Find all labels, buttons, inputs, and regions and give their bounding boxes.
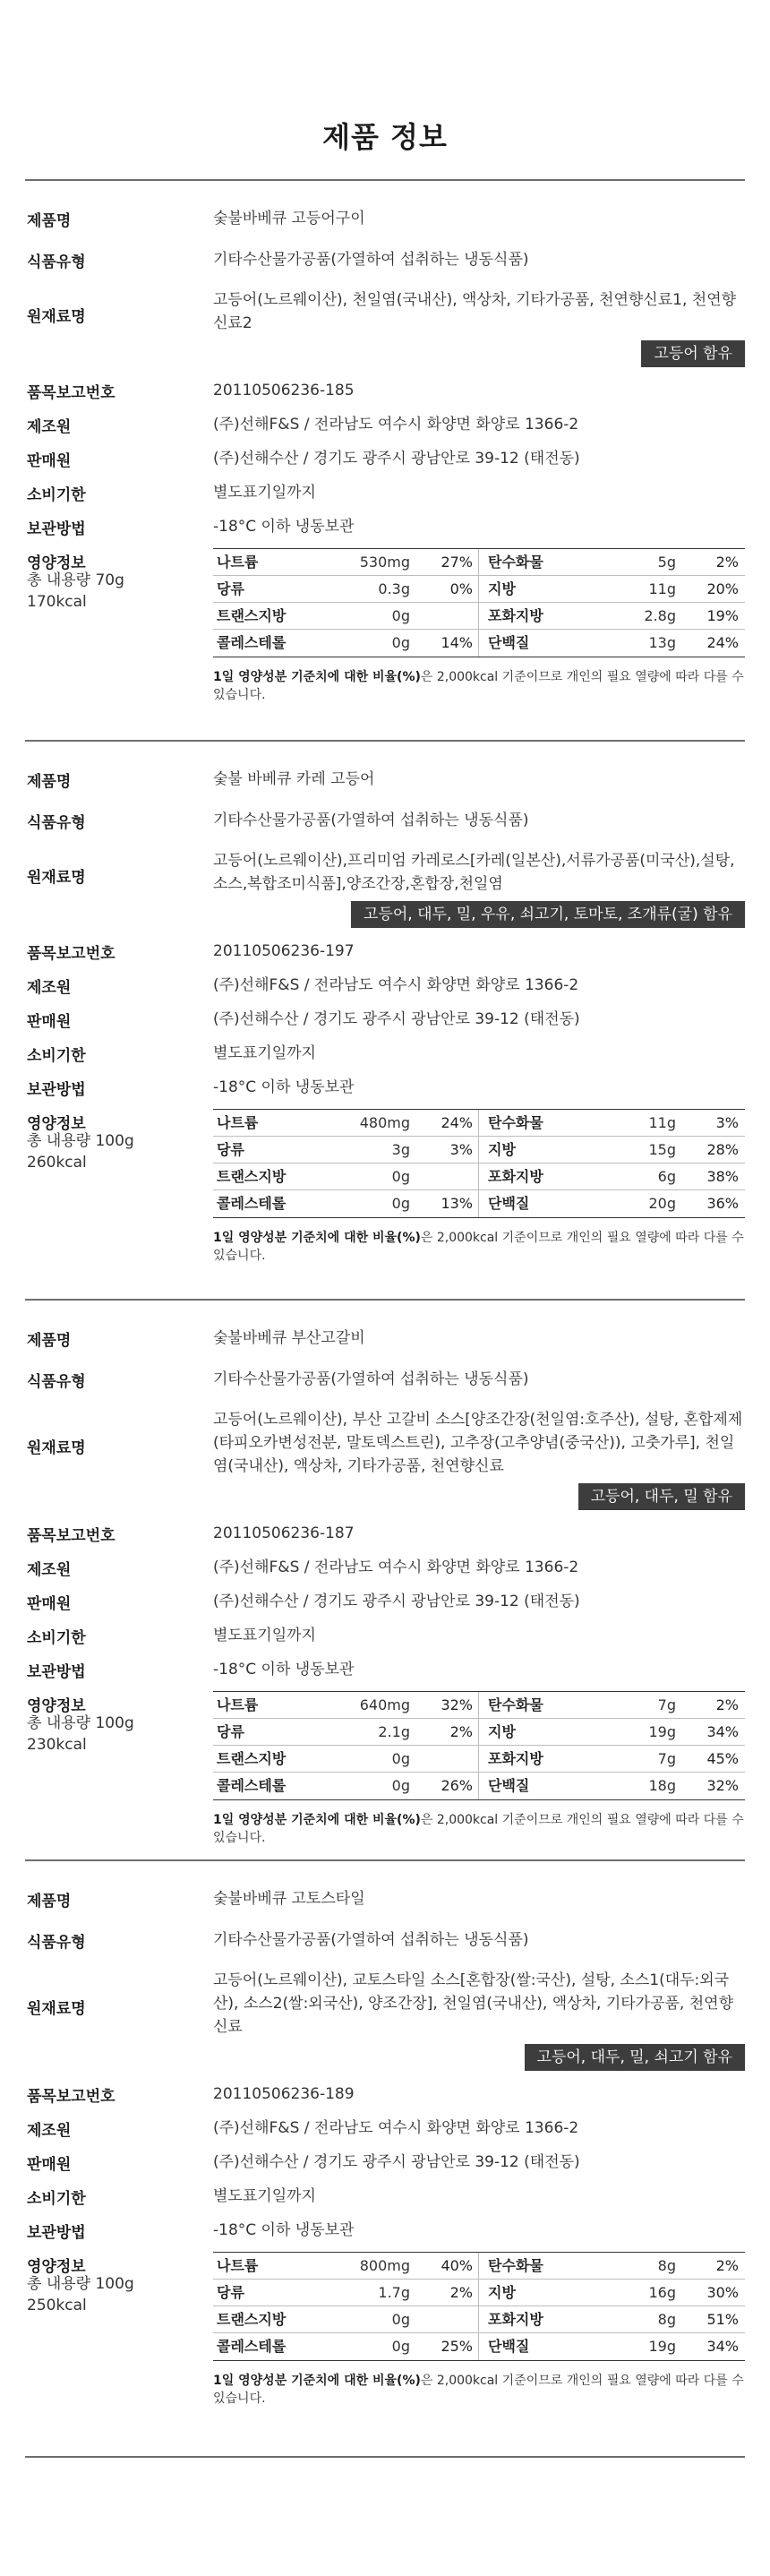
nutrient-percent: 34%: [706, 2338, 739, 2355]
nutrient-cell: [213, 1719, 479, 1745]
nutrient-cell: [479, 603, 745, 629]
nutrient-percent: 24%: [441, 1114, 473, 1131]
nutrient-percent: 32%: [706, 1777, 739, 1794]
nutrition-row: [213, 603, 745, 630]
nutrition-row: [213, 549, 745, 576]
nutrition-table: [213, 1691, 745, 1800]
nutrient-amount: 3g: [391, 1141, 410, 1158]
nutrient-amount: 13g: [648, 634, 676, 651]
nutrient-amount: 0g: [391, 634, 410, 651]
nutrition-row: [213, 576, 745, 603]
nutrient-cell: [213, 2333, 479, 2360]
nutrient-name: 나트륨: [217, 2257, 259, 2274]
nutrient-amount: 0g: [391, 1195, 410, 1212]
nutrient-name: 탄수화물: [488, 1696, 543, 1713]
nutrient-amount: 0g: [391, 2338, 410, 2355]
product-section: [25, 740, 745, 1290]
total-content: 총 내용량 100g: [27, 2275, 134, 2293]
daily-value-note-text: 은 2,000kcal 기준이므로 개인의 필요 열량에 따라 다를 수 있습니다.: [213, 670, 744, 702]
daily-value-note: [213, 2372, 745, 2408]
nutrient-name: 트랜스지방: [217, 1750, 287, 1767]
nutrient-cell: [213, 2306, 479, 2332]
nutrient-cell: [213, 1137, 479, 1163]
allergen-badge: 고등어, 대두, 밀 함유: [578, 1483, 745, 1510]
nutrient-percent: 20%: [706, 580, 739, 597]
nutrient-amount: 15g: [648, 1141, 676, 1158]
nutrient-name: 당류: [217, 580, 244, 597]
seller-value: (주)선해수산 / 경기도 광주시 광남안로 39-12 (태전동): [213, 2153, 580, 2171]
daily-value-note-bold: 1일 영양성분 기준치에 대한 비율(%): [213, 670, 421, 684]
daily-value-note-text: 은 2,000kcal 기준이므로 개인의 필요 열량에 따라 다를 수 있습니다.: [213, 1813, 744, 1845]
manufacturer-label: 제조원: [27, 2122, 72, 2140]
nutrient-name: 트랜스지방: [217, 607, 287, 624]
nutrient-percent: 30%: [706, 2284, 739, 2301]
seller-label: 판매원: [27, 1013, 72, 1031]
nutrient-percent: [410, 1163, 475, 1189]
product-name-label: 제품명: [27, 212, 72, 230]
nutrient-cell: [213, 576, 479, 602]
product-name-value: 숯불 바베큐 카레 고등어: [213, 770, 375, 788]
nutrient-percent: 25%: [441, 2338, 473, 2355]
nutrient-amount: 1.7g: [378, 2284, 410, 2301]
nutrient-percent: 3%: [449, 1141, 473, 1158]
nutrient-percent: 2%: [715, 2257, 739, 2274]
nutrient-name: 포화지방: [488, 1168, 543, 1185]
expiry-label: 소비기한: [27, 2190, 86, 2208]
calories: 170kcal: [27, 593, 87, 611]
nutrient-cell: [213, 1163, 479, 1189]
nutrient-cell: [213, 1692, 479, 1718]
nutrient-amount: 0g: [391, 1777, 410, 1794]
food-type-label: 식품유형: [27, 814, 86, 832]
nutrient-name: 단백질: [488, 1777, 530, 1794]
nutrient-name: 지방: [488, 580, 516, 597]
nutrition-table: [213, 1109, 745, 1218]
product-name-label: 제품명: [27, 1893, 72, 1911]
nutrient-percent: 2%: [715, 554, 739, 571]
nutrient-name: 지방: [488, 1723, 516, 1740]
nutrient-name: 나트륨: [217, 1696, 259, 1713]
expiry-label: 소비기한: [27, 1629, 86, 1647]
nutrient-cell: [479, 1163, 745, 1189]
nutrient-cell: [479, 2280, 745, 2306]
nutrient-percent: [410, 2306, 475, 2332]
nutrient-percent: 2%: [715, 1696, 739, 1713]
nutrient-amount: 2.1g: [378, 1723, 410, 1740]
nutrient-name: 나트륨: [217, 554, 259, 571]
nutrient-cell: [479, 549, 745, 575]
nutrient-name: 트랜스지방: [217, 2311, 287, 2328]
nutrition-row: [213, 1773, 745, 1799]
nutrient-name: 탄수화물: [488, 1114, 543, 1131]
daily-value-note-text: 은 2,000kcal 기준이므로 개인의 필요 열량에 따라 다를 수 있습니다.: [213, 1231, 744, 1263]
nutrient-percent: 27%: [441, 554, 473, 571]
nutrient-percent: 36%: [706, 1195, 739, 1212]
nutrient-cell: [213, 1110, 479, 1136]
nutrient-amount: 16g: [648, 2284, 676, 2301]
nutrient-cell: [479, 2306, 745, 2332]
report-number-value: 20110506236-187: [213, 1524, 355, 1542]
manufacturer-value: (주)선해F&S / 전라남도 여수시 화양면 화양로 1366-2: [213, 1558, 579, 1576]
food-type-value: 기타수산물가공품(가열하여 섭취하는 냉동식품): [213, 811, 529, 829]
nutrient-percent: 45%: [706, 1750, 739, 1767]
nutrient-cell: [479, 1773, 745, 1799]
nutrient-name: 탄수화물: [488, 2257, 543, 2274]
nutrient-name: 단백질: [488, 2338, 530, 2355]
report-number-label: 품목보고번호: [27, 384, 116, 402]
nutrient-name: 포화지방: [488, 2311, 543, 2328]
nutrient-percent: [410, 1746, 475, 1772]
total-content: 총 내용량 100g: [27, 1714, 134, 1732]
nutrition-summary: [27, 1130, 134, 1173]
nutrient-percent: 24%: [706, 634, 739, 651]
nutrient-amount: 19g: [648, 1723, 676, 1740]
nutrient-cell: [213, 630, 479, 657]
nutrient-amount: 7g: [657, 1750, 676, 1767]
nutrient-cell: [479, 1137, 745, 1163]
daily-value-note-bold: 1일 영양성분 기준치에 대한 비율(%): [213, 1813, 421, 1827]
nutrient-percent: 34%: [706, 1723, 739, 1740]
storage-value: -18°C 이하 냉동보관: [213, 2221, 355, 2239]
nutrition-table: [213, 2252, 745, 2361]
report-number-value: 20110506236-189: [213, 2085, 355, 2103]
nutrient-name: 지방: [488, 1141, 516, 1158]
nutrition-label: 영양정보: [27, 1115, 86, 1133]
storage-value: -18°C 이하 냉동보관: [213, 1078, 355, 1096]
nutrient-percent: [410, 603, 475, 629]
nutrient-cell: [213, 1746, 479, 1772]
nutrient-percent: 26%: [441, 1777, 473, 1794]
nutrient-percent: 3%: [715, 1114, 739, 1131]
nutrition-summary: [27, 2273, 134, 2316]
nutrient-name: 당류: [217, 1723, 244, 1740]
nutrition-row: [213, 1110, 745, 1137]
nutrient-name: 포화지방: [488, 607, 543, 624]
nutrition-label: 영양정보: [27, 1697, 86, 1715]
expiry-value: 별도표기일까지: [213, 2187, 316, 2205]
nutrient-amount: 480mg: [359, 1114, 410, 1131]
nutrient-amount: 7g: [657, 1696, 676, 1713]
product-name-value: 숯불바베큐 고등어구이: [213, 210, 365, 228]
nutrient-amount: 2.8g: [644, 607, 676, 624]
nutrient-amount: 8g: [657, 2311, 676, 2328]
nutrition-row: [213, 2280, 745, 2306]
food-type-label: 식품유형: [27, 253, 86, 271]
nutrition-row: [213, 2253, 745, 2280]
nutrition-label: 영양정보: [27, 2258, 86, 2276]
nutrition-row: [213, 2306, 745, 2333]
daily-value-note-bold: 1일 영양성분 기준치에 대한 비율(%): [213, 2374, 421, 2388]
manufacturer-label: 제조원: [27, 1561, 72, 1579]
allergen-badge: 고등어 함유: [641, 340, 745, 367]
ingredients-value: 고등어(노르웨이산), 부산 고갈비 소스[양조간장(천일염:호주산), 설탕, 혼합제제(타피오카변성전분, 말토덱스트린), 고추장(고추양념(중국산)), 고춧가루], 천일염(국내산), 액상차, 기타가공품, 천연향신료: [213, 1411, 743, 1475]
ingredients-label: 원재료명: [27, 308, 86, 326]
nutrient-amount: 6g: [657, 1168, 676, 1185]
nutrient-amount: 0g: [391, 1750, 410, 1767]
seller-value: (주)선해수산 / 경기도 광주시 광남안로 39-12 (태전동): [213, 450, 580, 468]
nutrient-amount: 0g: [391, 2311, 410, 2328]
storage-label: 보관방법: [27, 2224, 86, 2242]
nutrient-percent: 13%: [441, 1195, 473, 1212]
nutrient-cell: [479, 2333, 745, 2360]
report-number-label: 품목보고번호: [27, 1527, 116, 1545]
nutrient-percent: 0%: [449, 580, 473, 597]
report-number-label: 품목보고번호: [27, 945, 116, 963]
calories: 260kcal: [27, 1154, 87, 1172]
nutrition-summary: [27, 1713, 134, 1756]
nutrient-amount: 530mg: [359, 554, 410, 571]
nutrient-name: 당류: [217, 1141, 244, 1158]
ingredients-label: 원재료명: [27, 2000, 86, 2018]
nutrient-amount: 0g: [391, 607, 410, 624]
nutrition-row: [213, 2333, 745, 2360]
product-name-label: 제품명: [27, 773, 72, 791]
storage-label: 보관방법: [27, 1081, 86, 1099]
allergen-badge: 고등어, 대두, 밀, 우유, 쇠고기, 토마토, 조개류(굴) 함유: [351, 901, 745, 928]
product-name-value: 숯불바베큐 부산고갈비: [213, 1329, 365, 1347]
food-type-value: 기타수산물가공품(가열하여 섭취하는 냉동식품): [213, 1370, 529, 1388]
nutrient-cell: [479, 1190, 745, 1217]
nutrition-row: [213, 1190, 745, 1217]
manufacturer-label: 제조원: [27, 418, 72, 436]
allergen-badge: 고등어, 대두, 밀, 쇠고기 함유: [525, 2044, 745, 2071]
page-title: 제품 정보: [322, 120, 448, 154]
daily-value-note-bold: 1일 영양성분 기준치에 대한 비율(%): [213, 1231, 421, 1245]
nutrient-percent: 32%: [441, 1696, 473, 1713]
seller-label: 판매원: [27, 2156, 72, 2174]
nutrient-amount: 20g: [648, 1195, 676, 1212]
manufacturer-label: 제조원: [27, 979, 72, 997]
nutrient-percent: 38%: [706, 1168, 739, 1185]
nutrition-row: [213, 1746, 745, 1773]
product-section: [25, 1299, 745, 1872]
ingredients-value: 고등어(노르웨이산), 교토스타일 소스[혼합장(쌀:국산), 설탕, 소스1(대두:외국산), 소스2(쌀:외국산), 양조간장], 천일염(국내산), 액상차, 기타가공품, 천연향신료: [213, 1971, 733, 2036]
nutrient-percent: 14%: [441, 634, 473, 651]
seller-value: (주)선해수산 / 경기도 광주시 광남안로 39-12 (태전동): [213, 1593, 580, 1610]
product-name-label: 제품명: [27, 1332, 72, 1350]
nutrient-cell: [213, 1773, 479, 1799]
calories: 250kcal: [27, 2297, 87, 2314]
nutrient-cell: [213, 2280, 479, 2306]
nutrition-row: [213, 1719, 745, 1746]
expiry-value: 별도표기일까지: [213, 1044, 316, 1062]
nutrient-amount: 11g: [648, 580, 676, 597]
nutrient-amount: 0.3g: [378, 580, 410, 597]
nutrient-cell: [479, 1746, 745, 1772]
nutrition-row: [213, 1163, 745, 1190]
report-number-label: 품목보고번호: [27, 2088, 116, 2106]
nutrient-name: 포화지방: [488, 1750, 543, 1767]
expiry-label: 소비기한: [27, 486, 86, 504]
manufacturer-value: (주)선해F&S / 전라남도 여수시 화양면 화양로 1366-2: [213, 976, 579, 994]
report-number-value: 20110506236-197: [213, 942, 355, 960]
nutrient-cell: [213, 1190, 479, 1217]
nutrient-percent: 28%: [706, 1141, 739, 1158]
daily-value-note-text: 은 2,000kcal 기준이므로 개인의 필요 열량에 따라 다를 수 있습니다.: [213, 2374, 744, 2406]
nutrient-percent: 40%: [441, 2257, 473, 2274]
nutrient-cell: [213, 549, 479, 575]
nutrient-name: 트랜스지방: [217, 1168, 287, 1185]
food-type-value: 기타수산물가공품(가열하여 섭취하는 냉동식품): [213, 1931, 529, 1949]
daily-value-note: [213, 668, 745, 704]
daily-value-note: [213, 1811, 745, 1847]
expiry-value: 별도표기일까지: [213, 484, 316, 502]
nutrient-amount: 11g: [648, 1114, 676, 1131]
daily-value-note: [213, 1229, 745, 1265]
nutrient-amount: 640mg: [359, 1696, 410, 1713]
nutrient-percent: 51%: [706, 2311, 739, 2328]
ingredients-label: 원재료명: [27, 1439, 86, 1457]
manufacturer-value: (주)선해F&S / 전라남도 여수시 화양면 화양로 1366-2: [213, 2119, 579, 2137]
nutrient-cell: [479, 1692, 745, 1718]
nutrient-cell: [479, 1719, 745, 1745]
nutrient-cell: [479, 1110, 745, 1136]
storage-value: -18°C 이하 냉동보관: [213, 518, 355, 536]
nutrient-cell: [479, 630, 745, 657]
nutrient-cell: [479, 2253, 745, 2279]
nutrient-name: 당류: [217, 2284, 244, 2301]
product-name-value: 숯불바베큐 고토스타일: [213, 1890, 365, 1908]
nutrient-amount: 19g: [648, 2338, 676, 2355]
nutrient-name: 단백질: [488, 634, 530, 651]
manufacturer-value: (주)선해F&S / 전라남도 여수시 화양면 화양로 1366-2: [213, 416, 579, 434]
nutrient-name: 지방: [488, 2284, 516, 2301]
nutrient-name: 콜레스테롤: [217, 634, 287, 651]
nutrition-summary: [27, 570, 124, 613]
nutrition-row: [213, 1137, 745, 1163]
nutrient-name: 탄수화물: [488, 554, 543, 571]
seller-label: 판매원: [27, 1595, 72, 1613]
nutrient-name: 나트륨: [217, 1114, 259, 1131]
nutrition-table: [213, 548, 745, 657]
bottom-divider: [25, 2456, 745, 2458]
nutrition-row: [213, 630, 745, 657]
storage-value: -18°C 이하 냉동보관: [213, 1661, 355, 1679]
nutrient-percent: 2%: [449, 2284, 473, 2301]
expiry-label: 소비기한: [27, 1047, 86, 1065]
nutrient-cell: [213, 603, 479, 629]
product-section: [25, 179, 745, 729]
nutrient-amount: 18g: [648, 1777, 676, 1794]
ingredients-value: 고등어(노르웨이산), 천일염(국내산), 액상차, 기타가공품, 천연향신료1, 천연향신료2: [213, 291, 737, 332]
seller-value: (주)선해수산 / 경기도 광주시 광남안로 39-12 (태전동): [213, 1010, 580, 1028]
food-type-label: 식품유형: [27, 1934, 86, 1952]
storage-label: 보관방법: [27, 520, 86, 538]
storage-label: 보관방법: [27, 1663, 86, 1681]
report-number-value: 20110506236-185: [213, 382, 355, 399]
nutrient-name: 단백질: [488, 1195, 530, 1212]
calories: 230kcal: [27, 1736, 87, 1754]
nutrient-amount: 800mg: [359, 2257, 410, 2274]
ingredients-value: 고등어(노르웨이산),프리미엄 카레로스[카레(일본산),서류가공품(미국산),설탕,소스,복합조미식품],양조간장,혼합장,천일염: [213, 852, 735, 893]
nutrient-percent: 19%: [706, 607, 739, 624]
nutrition-row: [213, 1692, 745, 1719]
total-content: 총 내용량 70g: [27, 571, 124, 589]
nutrient-name: 콜레스테롤: [217, 1195, 287, 1212]
total-content: 총 내용량 100g: [27, 1132, 134, 1150]
nutrient-name: 콜레스테롤: [217, 1777, 287, 1794]
expiry-value: 별도표기일까지: [213, 1627, 316, 1644]
nutrient-name: 콜레스테롤: [217, 2338, 287, 2355]
seller-label: 판매원: [27, 452, 72, 470]
nutrition-label: 영양정보: [27, 554, 86, 572]
nutrient-amount: 0g: [391, 1168, 410, 1185]
food-type-value: 기타수산물가공품(가열하여 섭취하는 냉동식품): [213, 251, 529, 269]
nutrient-amount: 5g: [657, 554, 676, 571]
product-section: [25, 1859, 745, 2433]
food-type-label: 식품유형: [27, 1373, 86, 1391]
nutrient-cell: [213, 2253, 479, 2279]
nutrient-amount: 8g: [657, 2257, 676, 2274]
nutrient-percent: 2%: [449, 1723, 473, 1740]
ingredients-label: 원재료명: [27, 869, 86, 887]
nutrient-cell: [479, 576, 745, 602]
